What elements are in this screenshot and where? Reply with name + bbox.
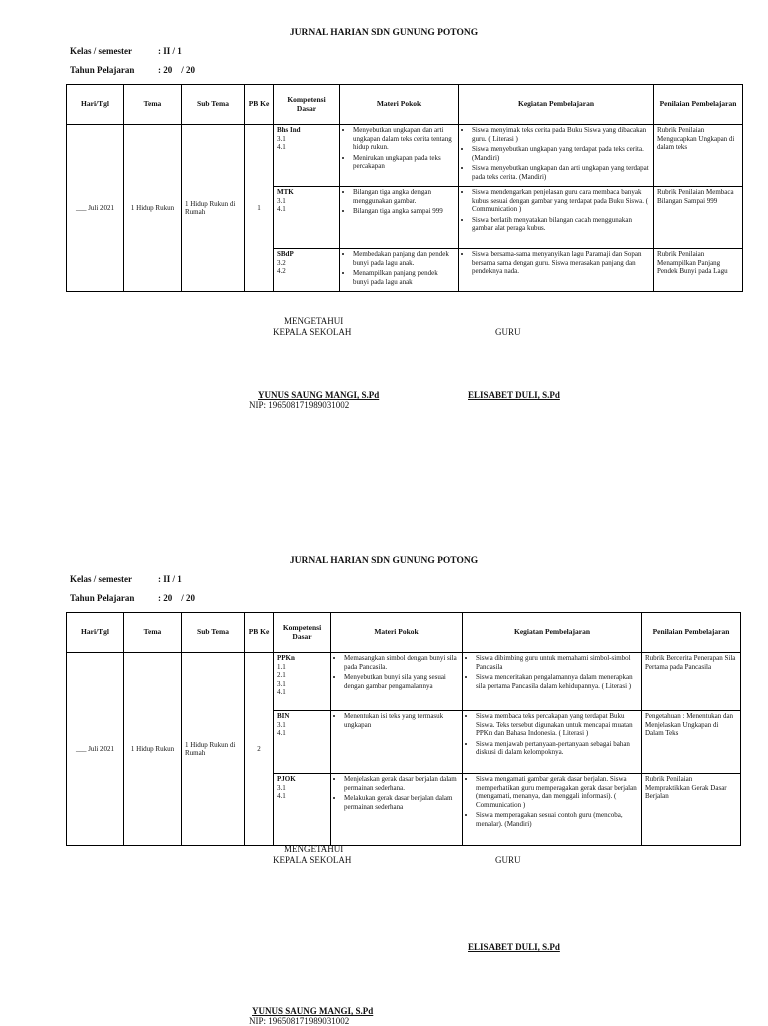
journal-table xyxy=(66,612,741,846)
guru-label: GURU xyxy=(495,327,521,337)
kelas-value: : II / 1 xyxy=(158,574,182,584)
kd-title: Bhs Ind xyxy=(277,126,301,134)
col-pb: PB Ke xyxy=(245,613,274,653)
kd-title: PPKn xyxy=(277,654,295,662)
list-item: • Siswa dibimbing guru untuk memahami simbol-simbol Pancasila xyxy=(476,654,638,671)
kd-cell xyxy=(274,125,340,187)
kegiatan-cell xyxy=(463,653,642,711)
kegiatan-list xyxy=(462,126,650,181)
list-item: • Menirukan ungkapan pada teks percakapan xyxy=(353,154,455,171)
table-row xyxy=(67,653,741,711)
tahun-value: : 20 / 20 xyxy=(158,593,195,603)
list-item: • Menentukan isi teks yang termasuk ungkapan xyxy=(344,712,459,729)
list-item: • Menampilkan panjang pendek bunyi pada lagu anak xyxy=(353,269,455,286)
materi-cell xyxy=(340,125,459,187)
kepala-sekolah-label: KEPALA SEKOLAH xyxy=(273,327,352,337)
list-item: • Siswa bersama-sama menyanyikan lagu Paramaji dan Sopan bersama sama dengan guru. Siswa merasakan panjang dan pendeknya nada. xyxy=(472,250,650,276)
list-item: • Bilangan tiga angka sampai 999 xyxy=(353,207,455,216)
kelas-line xyxy=(70,574,182,584)
subtema-cell: 1 Hidup Rukun di Rumah xyxy=(182,125,245,292)
kelas-label: Kelas / semester xyxy=(70,46,132,56)
list-item: • Siswa menyebutkan ungkapan dan arti ungkapan yang terdapat pada teks cerita. (Mandiri) xyxy=(472,164,650,181)
col-hari: Hari/Tgl xyxy=(67,613,124,653)
col-pb: PB Ke xyxy=(245,85,274,125)
kegiatan-list xyxy=(462,188,650,233)
materi-list xyxy=(343,250,455,286)
materi-cell xyxy=(331,653,463,711)
list-item: • Siswa menyimak teks cerita pada Buku Siswa yang dibacakan guru. ( Literasi ) xyxy=(472,126,650,143)
kegiatan-cell xyxy=(459,125,654,187)
list-item: • Memasangkan simbol dengan bunyi sila pada Pancasila. xyxy=(344,654,459,671)
penilaian-cell: Rubrik Penilaian Menampilkan Panjang Pendek Bunyi pada Lagu xyxy=(654,249,743,292)
guru-name: ELISABET DULI, S.Pd xyxy=(468,942,560,952)
kegiatan-cell xyxy=(459,249,654,292)
kd-numbers: 3.1 4.1 xyxy=(277,196,286,213)
col-kd: Kompetensi Dasar xyxy=(274,613,331,653)
penilaian-cell: Rubrik Penilaian Mengucapkan Ungkapan di dalam teks xyxy=(654,125,743,187)
tema-cell: 1 Hidup Rukun xyxy=(124,125,182,292)
list-item: • Menyebutkan ungkapan dan arti ungkapan dalam teks cerita tentang hidup rukun. xyxy=(353,126,455,152)
kd-cell xyxy=(274,774,331,846)
kd-title: PJOK xyxy=(277,775,296,783)
kd-numbers: 3.1 4.1 xyxy=(277,720,286,737)
col-materi: Materi Pokok xyxy=(331,613,463,653)
col-materi: Materi Pokok xyxy=(340,85,459,125)
table-row xyxy=(67,125,743,187)
penilaian-cell: Rubrik Penilaian Mempraktikkan Gerak Dasar Berjalan xyxy=(642,774,741,846)
penilaian-cell: Pengetahuan : Menentukan dan Menjelaskan Ungkapan di Dalam Teks xyxy=(642,711,741,774)
guru-name: ELISABET DULI, S.Pd xyxy=(468,390,560,400)
kd-cell xyxy=(274,187,340,249)
pb-cell: 1 xyxy=(245,125,274,292)
kegiatan-cell xyxy=(463,774,642,846)
materi-list xyxy=(334,712,459,729)
col-kegiatan: Kegiatan Pembelajaran xyxy=(459,85,654,125)
date-cell: ___ Juli 2021 xyxy=(67,653,124,846)
document-title: JURNAL HARIAN SDN GUNUNG POTONG xyxy=(289,556,479,566)
materi-cell xyxy=(331,774,463,846)
col-subtema: Sub Tema xyxy=(182,85,245,125)
kepala-name: YUNUS SAUNG MANGI, S.Pd xyxy=(258,390,380,400)
kd-numbers: 3.2 4.2 xyxy=(277,258,286,275)
kegiatan-cell xyxy=(459,187,654,249)
kd-cell xyxy=(274,711,331,774)
journal-table xyxy=(66,84,743,292)
kd-cell xyxy=(274,249,340,292)
guru-label: GURU xyxy=(495,855,521,865)
col-penilaian: Penilaian Pembelajaran xyxy=(654,85,743,125)
col-tema: Tema xyxy=(124,85,182,125)
materi-cell xyxy=(340,249,459,292)
kd-numbers: 1.1 2.1 3.1 4.1 xyxy=(277,662,286,696)
list-item: • Siswa menjawab pertanyaan-pertanyaan sebagai bahan diskusi di dalam kelompoknya. xyxy=(476,740,638,757)
kd-title: MTK xyxy=(277,188,294,196)
materi-cell xyxy=(331,711,463,774)
kegiatan-list xyxy=(466,775,638,828)
kepala-nip: NIP: 196508171989031002 xyxy=(249,400,350,410)
tema-cell: 1 Hidup Rukun xyxy=(124,653,182,846)
kelas-value: : II / 1 xyxy=(158,46,182,56)
document-title: JURNAL HARIAN SDN GUNUNG POTONG xyxy=(289,28,479,38)
list-item: • Siswa berlatih menyatakan bilangan cacah menggunakan gambar alat peraga kubus. xyxy=(472,216,650,233)
tahun-value: : 20 / 20 xyxy=(158,65,195,75)
kd-title: BIN xyxy=(277,712,290,720)
pb-cell: 2 xyxy=(245,653,274,846)
kegiatan-list xyxy=(466,654,638,690)
col-kd: Kompetensi Dasar xyxy=(274,85,340,125)
list-item: • Siswa membaca teks percakapan yang terdapat Buku Siswa. Teks tersebut digunakan untuk mencapai muatan PPKn dan Bahasa Indonesia. ( Literasi ) xyxy=(476,712,638,738)
list-item: • Menyebutkan bunyi sila yang sesuai dengan gambar pengamalannya xyxy=(344,673,459,690)
kd-cell xyxy=(274,653,331,711)
kegiatan-cell xyxy=(463,711,642,774)
col-kegiatan: Kegiatan Pembelajaran xyxy=(463,613,642,653)
header-row xyxy=(67,85,743,125)
list-item: • Siswa mendengarkan penjelasan guru cara membaca banyak kubus sesuai dengan gambar yang terdapat pada Buku Siswa. ( Communication ) xyxy=(472,188,650,214)
col-tema: Tema xyxy=(124,613,182,653)
col-penilaian: Penilaian Pembelajaran xyxy=(642,613,741,653)
mengetahui-label: MENGETAHUI xyxy=(284,316,344,326)
subtema-cell: 1 Hidup Rukun di Rumah xyxy=(182,653,245,846)
list-item: • Siswa memperagakan sesuai contoh guru (mencoba, menalar). (Mandiri) xyxy=(476,811,638,828)
tahun-line xyxy=(70,65,195,75)
kd-numbers: 3.1 4.1 xyxy=(277,134,286,151)
kelas-label: Kelas / semester xyxy=(70,574,132,584)
list-item: • Siswa menyebutkan ungkapan yang terdapat pada teks cerita. (Mandiri) xyxy=(472,145,650,162)
date-cell: ___ Juli 2021 xyxy=(67,125,124,292)
mengetahui-label: MENGETAHUI xyxy=(284,844,344,854)
kegiatan-list xyxy=(466,712,638,757)
tahun-label: Tahun Pelajaran xyxy=(70,65,135,75)
tahun-label: Tahun Pelajaran xyxy=(70,593,135,603)
materi-list xyxy=(343,188,455,216)
list-item: • Membedakan panjang dan pendek bunyi pada lagu anak. xyxy=(353,250,455,267)
list-item: • Siswa menceritakan pengalamannya dalam menerapkan sila pertama Pancasila dalam kehidupannya. ( Literasi ) xyxy=(476,673,638,690)
tahun-line xyxy=(70,593,195,603)
materi-list xyxy=(334,775,459,811)
kelas-line xyxy=(70,46,182,56)
kepala-name: YUNUS SAUNG MANGI, S.Pd xyxy=(252,1006,374,1016)
kegiatan-list xyxy=(462,250,650,276)
header-row xyxy=(67,613,741,653)
materi-list xyxy=(334,654,459,690)
kd-title: SBdP xyxy=(277,250,294,258)
penilaian-cell: Rubrik Penilaian Membaca Bilangan Sampai 999 xyxy=(654,187,743,249)
materi-list xyxy=(343,126,455,171)
kepala-sekolah-label: KEPALA SEKOLAH xyxy=(273,855,352,865)
list-item: • Menjelaskan gerak dasar berjalan dalam permainan sederhana. xyxy=(344,775,459,792)
kd-numbers: 3.1 4.1 xyxy=(277,783,286,800)
kepala-nip: NIP: 196508171989031002 xyxy=(249,1016,350,1026)
penilaian-cell: Rubrik Bercerita Penerapan Sila Pertama pada Pancasila xyxy=(642,653,741,711)
col-subtema: Sub Tema xyxy=(182,613,245,653)
list-item: • Bilangan tiga angka dengan menggunakan gambar. xyxy=(353,188,455,205)
list-item: • Melakukan gerak dasar berjalan dalam permainan sederhana xyxy=(344,794,459,811)
list-item: • Siswa mengamati gambar gerak dasar berjalan. Siswa memperhatikan guru memperagakan gerak dasar berjalan (mengamati, menanya, dan menggali informasi). ( Communication ) xyxy=(476,775,638,809)
materi-cell xyxy=(340,187,459,249)
col-hari: Hari/Tgl xyxy=(67,85,124,125)
